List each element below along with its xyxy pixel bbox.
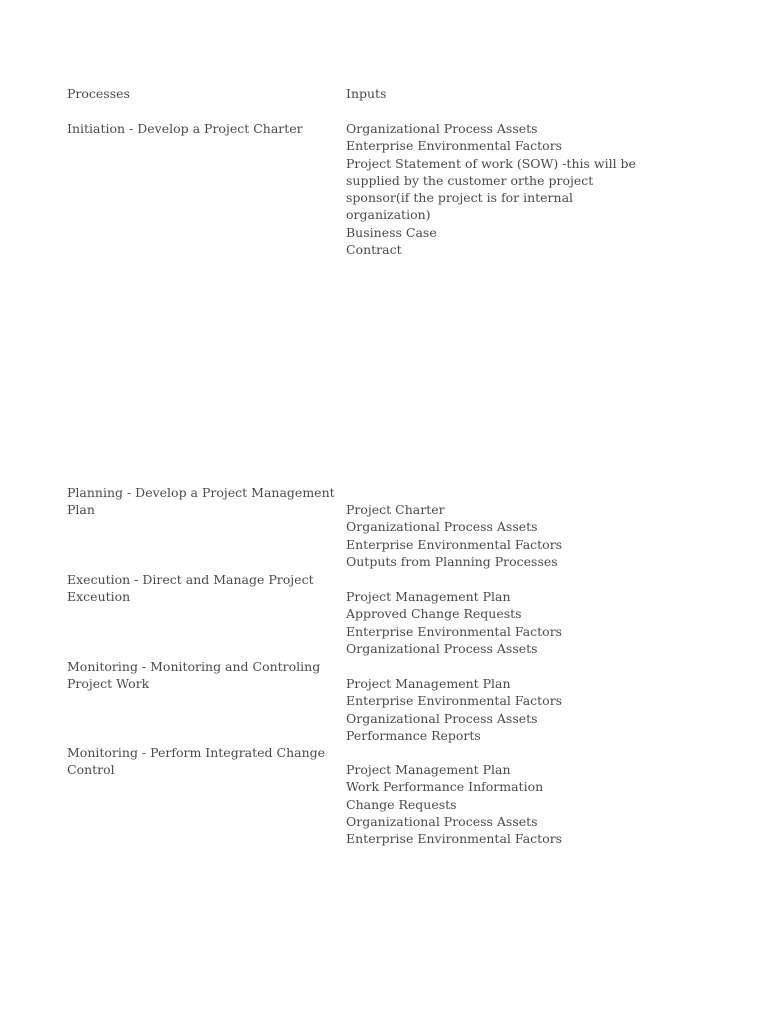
- input-item: Project Statement of work (SOW) -this will be: [346, 155, 636, 171]
- process-execution: [67, 571, 329, 606]
- input-item: Organizational Process Assets: [346, 710, 538, 726]
- input-item: Change Requests: [346, 796, 457, 812]
- inputs-planning: [346, 501, 636, 570]
- input-item: Enterprise Environmental Factors: [346, 693, 563, 709]
- process-line: Planning - Develop a Project Management: [67, 485, 335, 500]
- input-item: Approved Change Requests: [346, 606, 522, 622]
- inputs-change-control: [346, 761, 636, 847]
- process-initiation: [67, 120, 329, 137]
- process-change-control: [67, 744, 329, 779]
- input-item: Organizational Process Assets: [346, 519, 538, 535]
- input-item: Organizational Process Assets: [346, 121, 538, 136]
- input-item: Project Management Plan: [346, 589, 511, 604]
- process-line: Execution - Direct and Manage Project: [67, 572, 314, 587]
- input-item: Work Performance Information: [346, 779, 544, 795]
- input-item: organization): [346, 207, 431, 223]
- input-item: Outputs from Planning Processes: [346, 553, 558, 569]
- process-line: Initiation - Develop a Project Charter: [67, 121, 303, 136]
- process-planning: [67, 484, 335, 519]
- process-line: Plan: [67, 502, 95, 518]
- input-item: Business Case: [346, 224, 437, 240]
- process-line: Monitoring - Monitoring and Controling: [67, 659, 321, 674]
- process-line: Exceution: [67, 589, 131, 605]
- input-item: Project Charter: [346, 502, 445, 517]
- input-item: Organizational Process Assets: [346, 640, 538, 656]
- process-line: Monitoring - Perform Integrated Change: [67, 745, 326, 760]
- inputs-execution: [346, 588, 636, 657]
- input-item: Project Management Plan: [346, 762, 511, 777]
- input-item: Enterprise Environmental Factors: [346, 138, 563, 154]
- input-item: Enterprise Environmental Factors: [346, 831, 563, 847]
- process-monitoring-work: [67, 658, 329, 693]
- input-item: supplied by the customer orthe project: [346, 172, 594, 188]
- process-line: Project Work: [67, 676, 150, 692]
- input-item: Enterprise Environmental Factors: [346, 623, 563, 639]
- input-item: Project Management Plan: [346, 676, 511, 691]
- input-item: Performance Reports: [346, 727, 481, 743]
- input-item: Contract: [346, 242, 402, 258]
- inputs-header: Inputs: [346, 86, 387, 101]
- inputs-initiation: [346, 120, 636, 258]
- process-line: Control: [67, 762, 115, 778]
- inputs-monitoring-work: [346, 675, 636, 744]
- input-item: sponsor(if the project is for internal: [346, 190, 574, 206]
- input-item: Organizational Process Assets: [346, 813, 538, 829]
- input-item: Enterprise Environmental Factors: [346, 536, 563, 552]
- processes-header: Processes: [67, 86, 130, 101]
